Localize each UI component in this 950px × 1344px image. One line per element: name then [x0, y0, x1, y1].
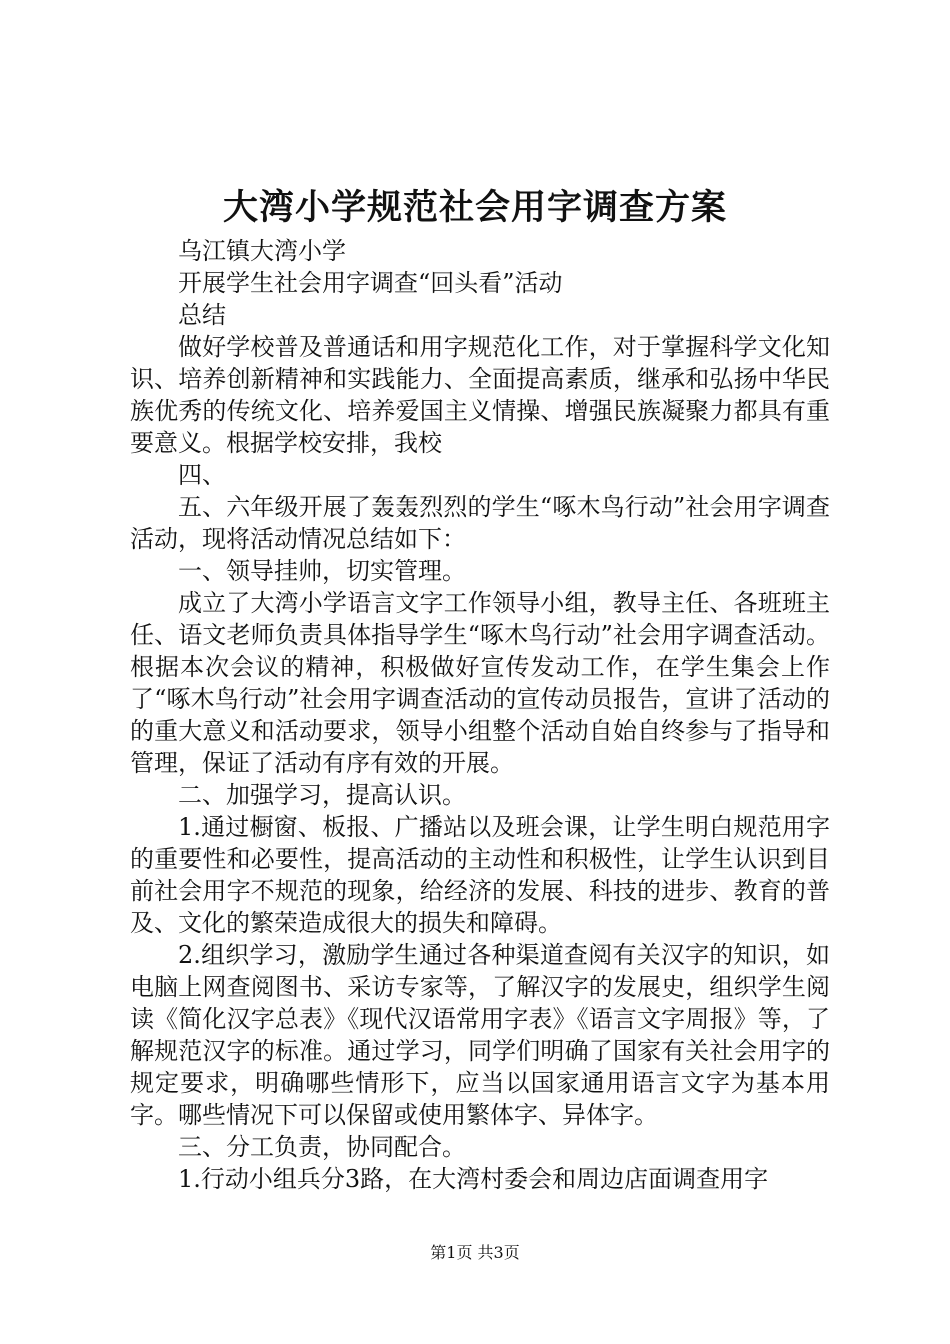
paragraph-leadership: 成立了大湾小学语言文字工作领导小组，教导主任、各班班主任、语文老师负责具体指导学生“啄木鸟行动”社会用字调查活动。根据本次会议的精神，积极做好宣传发动工作，在学生集会上作了“啄木鸟行动”社会用字调查活动的宣传动员报告，宣讲了活动的的重大意义和活动要求，领导小组整个活动自始自终参与了指导和管理，保证了活动有序有效的开展。	[130, 589, 830, 777]
paragraph-grade-four: 四、	[178, 461, 226, 489]
paragraph-activity-title: 开展学生社会用字调查“回头看”活动	[178, 269, 563, 297]
paragraph-study-1: 1.通过橱窗、板报、广播站以及班会课，让学生明白规范用字的重要性和必要性，提高活动的主动性和积极性，让学生认识到目前社会用字不规范的现象，给经济的发展、科技的进步、教育的普及、文化的繁荣造成很大的损失和障碍。	[130, 813, 830, 937]
document-title: 大湾小学规范社会用字调查方案	[222, 187, 727, 228]
page-footer: 第1页 共3页	[430, 1243, 520, 1262]
paragraph-intro: 做好学校普及普通话和用字规范化工作，对于掌握科学文化知识、培养创新精神和实践能力、全面提高素质，继承和弘扬中华民族优秀的传统文化、培养爱国主义情操、增强民族凝聚力都具有重要意义。根据学校安排，我校	[130, 333, 830, 457]
paragraph-study-2: 2.组织学习，激励学生通过各种渠道查阅有关汉字的知识，如电脑上网查阅图书、采访专家等，了解汉字的发展史，组织学生阅读《简化汉字总表》《现代汉语常用字表》《语言文字周报》等，了解规范汉字的标准。通过学习，同学们明确了国家有关社会用字的规定要求，明确哪些情形下，应当以国家通用语言文字为基本用字。哪些情况下可以保留或使用繁体字、异体字。	[130, 941, 830, 1129]
paragraph-summary-label: 总结	[178, 301, 226, 329]
document-body	[130, 235, 830, 1195]
section-heading-3: 三、分工负责，协同配合。	[178, 1133, 466, 1161]
section-heading-1: 一、领导挂帅，切实管理。	[178, 557, 466, 585]
paragraph-org-name: 乌江镇大湾小学	[178, 237, 346, 265]
paragraph-division-1: 1.行动小组兵分3路，在大湾村委会和周边店面调查用字	[178, 1165, 769, 1193]
section-heading-2: 二、加强学习，提高认识。	[178, 781, 466, 809]
paragraph-grade-five-six: 五、六年级开展了轰轰烈烈的学生“啄木鸟行动”社会用字调查活动，现将活动情况总结如下：	[130, 493, 830, 553]
